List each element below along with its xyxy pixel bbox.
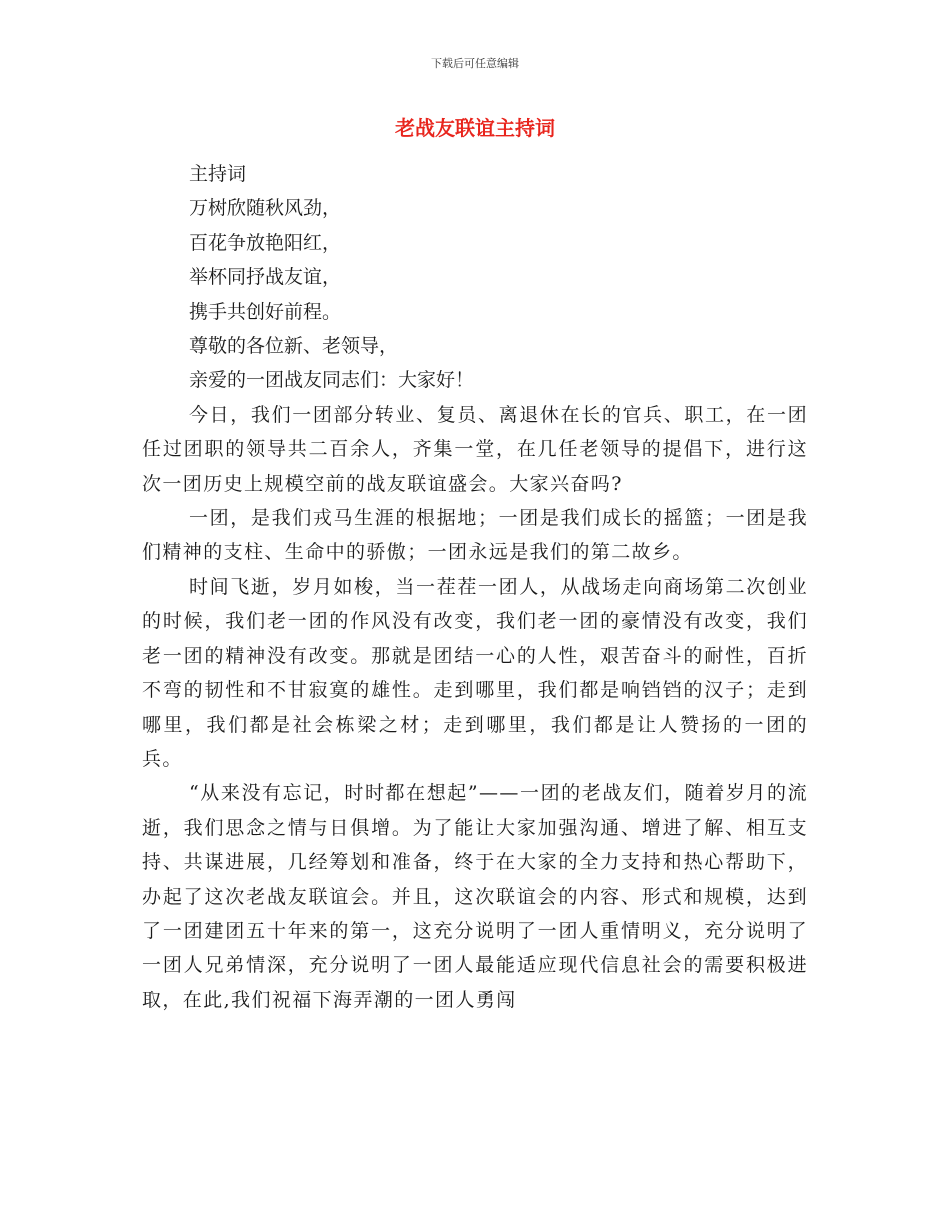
- body-paragraph: “从来没有忘记，时时都在想起”——一团的老战友们，随着岁月的流逝，我们思念之情与日俱增。为了能让大家加强沟通、增进了解、相互支持、共谋进展，几经筹划和准备，终于在大家的全力支持和热心帮助下，办起了这次老战友联谊会。并且，这次联谊会的内容、形式和规模，达到了一团建团五十年来的第一，这充分说明了一团人重情明义，充分说明了一团人兄弟情深，充分说明了一团人最能适应现代信息社会的需要积极进取，在此,我们祝福下海弄潮的一团人勇闯: [142, 782, 808, 1011]
- verse-line: 百花争放艳阳红，: [189, 231, 342, 254]
- greeting-line: 尊敬的各位新、老领导，: [189, 335, 399, 358]
- document-title: 老战友联谊主持词: [395, 116, 555, 140]
- greeting-line: 亲爱的一团战友同志们：大家好！: [189, 369, 475, 392]
- verse-line: 主持词: [189, 163, 247, 185]
- body-paragraph: 今日，我们一团部分转业、复员、离退休在长的官兵、职工，在一团任过团职的领导共二百余人，齐集一堂，在几任老领导的提倡下，进行这次一团历史上规模空前的战友联谊盛会。大家兴奋吗?: [142, 403, 808, 495]
- verse-line: 举杯同抒战友谊，: [189, 266, 342, 289]
- body-paragraph: 时间飞逝，岁月如梭，当一茬茬一团人，从战场走向商场第二次创业的时候，我们老一团的作风没有改变，我们老一团的豪情没有改变，我们老一团的精神没有改变。那就是团结一心的人性，艰苦奋斗的耐性，百折不弯的韧性和不甘寂寞的雄性。走到哪里，我们都是响铛铛的汉子；走到哪里，我们都是社会栋梁之材；走到哪里，我们都是让人赞扬的一团的兵。: [142, 575, 808, 770]
- document-body: [142, 157, 808, 1017]
- verse-line: 携手共创好前程。: [189, 300, 342, 323]
- body-paragraph: 一团，是我们戎马生涯的根据地；一团是我们成长的摇篮；一团是我们精神的支柱、生命中的骄傲；一团永远是我们的第二故乡。: [142, 507, 808, 564]
- page-header-note: 下载后可任意编辑: [431, 57, 519, 70]
- verse-line: 万树欣随秋风劲，: [189, 197, 342, 220]
